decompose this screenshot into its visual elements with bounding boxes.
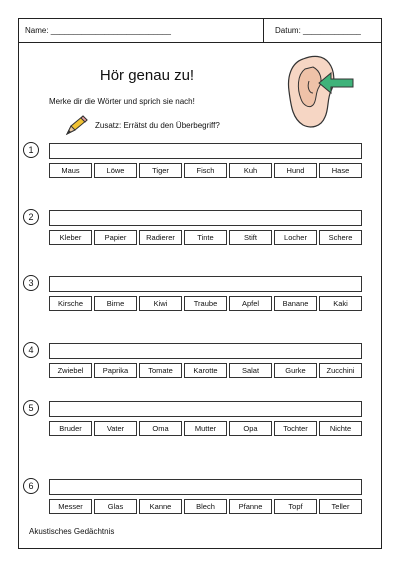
- word-cell: Kanne: [139, 499, 182, 514]
- answer-field-2[interactable]: [49, 210, 362, 226]
- header-bar: [19, 19, 381, 43]
- word-cell: Kirsche: [49, 296, 92, 311]
- row-number-3: 3: [23, 275, 39, 291]
- word-cell: Opa: [229, 421, 272, 436]
- word-cell: Hase: [319, 163, 362, 178]
- worksheet: [18, 18, 382, 549]
- ear-icon: [281, 49, 355, 133]
- page-title: Hör genau zu!: [99, 67, 195, 84]
- row-number-2: 2: [23, 209, 39, 225]
- word-cell: Topf: [274, 499, 317, 514]
- word-cell: Tomate: [139, 363, 182, 378]
- word-cell: Zwiebel: [49, 363, 92, 378]
- word-cell: Glas: [94, 499, 137, 514]
- word-list-1: [49, 163, 362, 178]
- word-cell: Bruder: [49, 421, 92, 436]
- pencil-icon: [65, 114, 89, 136]
- word-cell: Kleber: [49, 230, 92, 245]
- word-cell: Radierer: [139, 230, 182, 245]
- answer-field-4[interactable]: [49, 343, 362, 359]
- word-cell: Salat: [229, 363, 272, 378]
- word-cell: Messer: [49, 499, 92, 514]
- word-cell: Pfanne: [229, 499, 272, 514]
- word-cell: Mutter: [184, 421, 227, 436]
- word-cell: Tiger: [139, 163, 182, 178]
- date-label: Datum: _____________: [275, 26, 361, 35]
- word-cell: Locher: [274, 230, 317, 245]
- word-cell: Birne: [94, 296, 137, 311]
- word-cell: Löwe: [94, 163, 137, 178]
- word-cell: Tinte: [184, 230, 227, 245]
- word-list-2: [49, 230, 362, 245]
- header-divider: [263, 19, 264, 43]
- word-cell: Stift: [229, 230, 272, 245]
- word-cell: Paprika: [94, 363, 137, 378]
- word-list-4: [49, 363, 362, 378]
- answer-field-1[interactable]: [49, 143, 362, 159]
- word-cell: Blech: [184, 499, 227, 514]
- word-cell: Teller: [319, 499, 362, 514]
- word-list-3: [49, 296, 362, 311]
- word-list-5: [49, 421, 362, 436]
- instruction-text: Merke dir die Wörter und sprich sie nach!: [49, 97, 195, 106]
- word-cell: Hund: [274, 163, 317, 178]
- word-cell: Papier: [94, 230, 137, 245]
- word-cell: Kiwi: [139, 296, 182, 311]
- word-cell: Karotte: [184, 363, 227, 378]
- bonus-text: Zusatz: Errätst du den Überbegriff?: [95, 121, 220, 130]
- answer-field-6[interactable]: [49, 479, 362, 495]
- row-number-4: 4: [23, 342, 39, 358]
- word-cell: Fisch: [184, 163, 227, 178]
- answer-field-5[interactable]: [49, 401, 362, 417]
- word-list-6: [49, 499, 362, 514]
- word-cell: Vater: [94, 421, 137, 436]
- word-cell: Oma: [139, 421, 182, 436]
- word-cell: Maus: [49, 163, 92, 178]
- word-cell: Nichte: [319, 421, 362, 436]
- footer-text: Akustisches Gedächtnis: [29, 527, 115, 536]
- word-cell: Tochter: [274, 421, 317, 436]
- row-number-1: 1: [23, 142, 39, 158]
- word-cell: Banane: [274, 296, 317, 311]
- word-cell: Gurke: [274, 363, 317, 378]
- row-number-5: 5: [23, 400, 39, 416]
- word-cell: Traube: [184, 296, 227, 311]
- word-cell: Apfel: [229, 296, 272, 311]
- word-cell: Kuh: [229, 163, 272, 178]
- word-cell: Zucchini: [319, 363, 362, 378]
- answer-field-3[interactable]: [49, 276, 362, 292]
- word-cell: Kaki: [319, 296, 362, 311]
- row-number-6: 6: [23, 478, 39, 494]
- name-label: Name: ___________________________: [25, 26, 171, 35]
- word-cell: Schere: [319, 230, 362, 245]
